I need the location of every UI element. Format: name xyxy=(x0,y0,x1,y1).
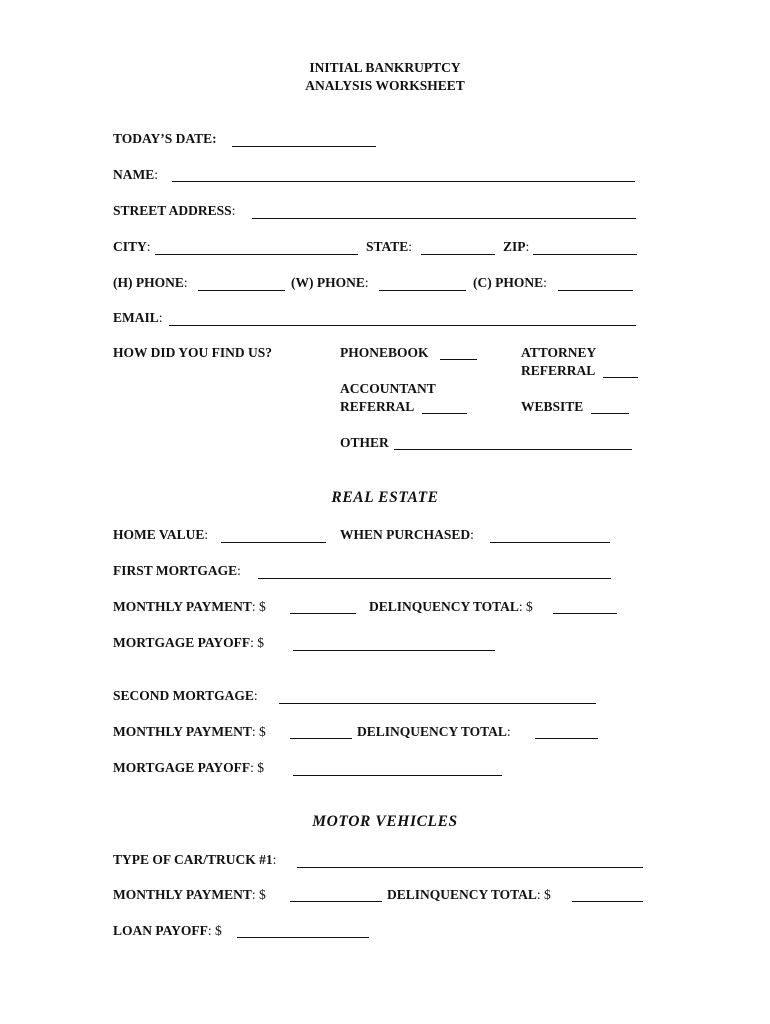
type-of-car-label: TYPE OF CAR/TRUCK #1 xyxy=(113,852,273,867)
other-field[interactable] xyxy=(394,449,632,450)
website-field[interactable] xyxy=(591,413,629,414)
email-field[interactable] xyxy=(169,325,636,326)
first-delinquency-total-label: DELINQUENCY TOTAL xyxy=(369,599,519,614)
first-monthly-payment-label: MONTHLY PAYMENT xyxy=(113,599,252,614)
city-label: CITY xyxy=(113,239,147,254)
when-purchased-label: WHEN PURCHASED xyxy=(340,527,471,542)
email-label: EMAIL xyxy=(113,310,159,325)
title-line-1: INITIAL BANKRUPTCY xyxy=(309,60,461,75)
website-label: WEBSITE xyxy=(521,399,584,414)
loan-payoff-label: LOAN PAYOFF xyxy=(113,923,208,938)
find-us-question: HOW DID YOU FIND US? xyxy=(113,345,273,360)
work-phone-field[interactable] xyxy=(379,290,466,291)
second-mortgage-field[interactable] xyxy=(279,703,596,704)
accountant-referral-field[interactable] xyxy=(422,413,467,414)
second-monthly-payment-label: MONTHLY PAYMENT xyxy=(113,724,252,739)
name-label: NAME xyxy=(113,167,155,182)
second-mortgage-payoff-label: MORTGAGE PAYOFF xyxy=(113,760,251,775)
other-label: OTHER xyxy=(340,435,389,450)
cell-phone-field[interactable] xyxy=(558,290,633,291)
name-field[interactable] xyxy=(172,181,635,182)
cell-phone-label: (C) PHONE xyxy=(473,275,544,290)
vehicle-monthly-payment-field[interactable] xyxy=(290,901,382,902)
second-mortgage-label: SECOND MORTGAGE xyxy=(113,688,254,703)
first-mortgage-label: FIRST MORTGAGE xyxy=(113,563,238,578)
loan-payoff-field[interactable] xyxy=(237,937,369,938)
first-mortgage-payoff-label: MORTGAGE PAYOFF xyxy=(113,635,251,650)
city-field[interactable] xyxy=(155,254,358,255)
vehicle-delinquency-total-label: DELINQUENCY TOTAL xyxy=(387,887,537,902)
accountant-referral-label: REFERRAL xyxy=(340,399,415,414)
attorney-referral-label: REFERRAL xyxy=(521,363,596,378)
home-value-label: HOME VALUE xyxy=(113,527,205,542)
first-delinquency-total-field[interactable] xyxy=(553,613,617,614)
work-phone-label: (W) PHONE xyxy=(291,275,365,290)
todays-date-field[interactable] xyxy=(232,146,376,147)
street-address-field[interactable] xyxy=(252,218,636,219)
todays-date-label: TODAY’S DATE: xyxy=(113,131,217,146)
street-address-label: STREET ADDRESS xyxy=(113,203,232,218)
vehicle-delinquency-total-field[interactable] xyxy=(572,901,643,902)
zip-field[interactable] xyxy=(533,254,637,255)
second-mortgage-payoff-field[interactable] xyxy=(293,775,502,776)
first-mortgage-payoff-field[interactable] xyxy=(293,650,495,651)
title-line-2: ANALYSIS WORKSHEET xyxy=(305,78,465,93)
first-mortgage-field[interactable] xyxy=(258,578,611,579)
phonebook-field[interactable] xyxy=(440,359,477,360)
state-label: STATE xyxy=(366,239,409,254)
attorney-label: ATTORNEY xyxy=(521,345,597,360)
when-purchased-field[interactable] xyxy=(490,542,610,543)
first-monthly-payment-field[interactable] xyxy=(290,613,356,614)
type-of-car-field[interactable] xyxy=(297,867,643,868)
home-phone-label: (H) PHONE xyxy=(113,275,184,290)
attorney-referral-field[interactable] xyxy=(603,377,638,378)
second-delinquency-total-field[interactable] xyxy=(535,738,598,739)
state-field[interactable] xyxy=(421,254,495,255)
home-value-field[interactable] xyxy=(221,542,326,543)
home-phone-field[interactable] xyxy=(198,290,285,291)
phonebook-label: PHONEBOOK xyxy=(340,345,429,360)
vehicle-monthly-payment-label: MONTHLY PAYMENT xyxy=(113,887,252,902)
zip-label: ZIP xyxy=(503,239,526,254)
motor-vehicles-heading: MOTOR VEHICLES xyxy=(312,813,458,830)
second-delinquency-total-label: DELINQUENCY TOTAL xyxy=(357,724,507,739)
real-estate-heading: REAL ESTATE xyxy=(331,489,439,506)
accountant-label: ACCOUNTANT xyxy=(340,381,436,396)
second-monthly-payment-field[interactable] xyxy=(290,738,352,739)
